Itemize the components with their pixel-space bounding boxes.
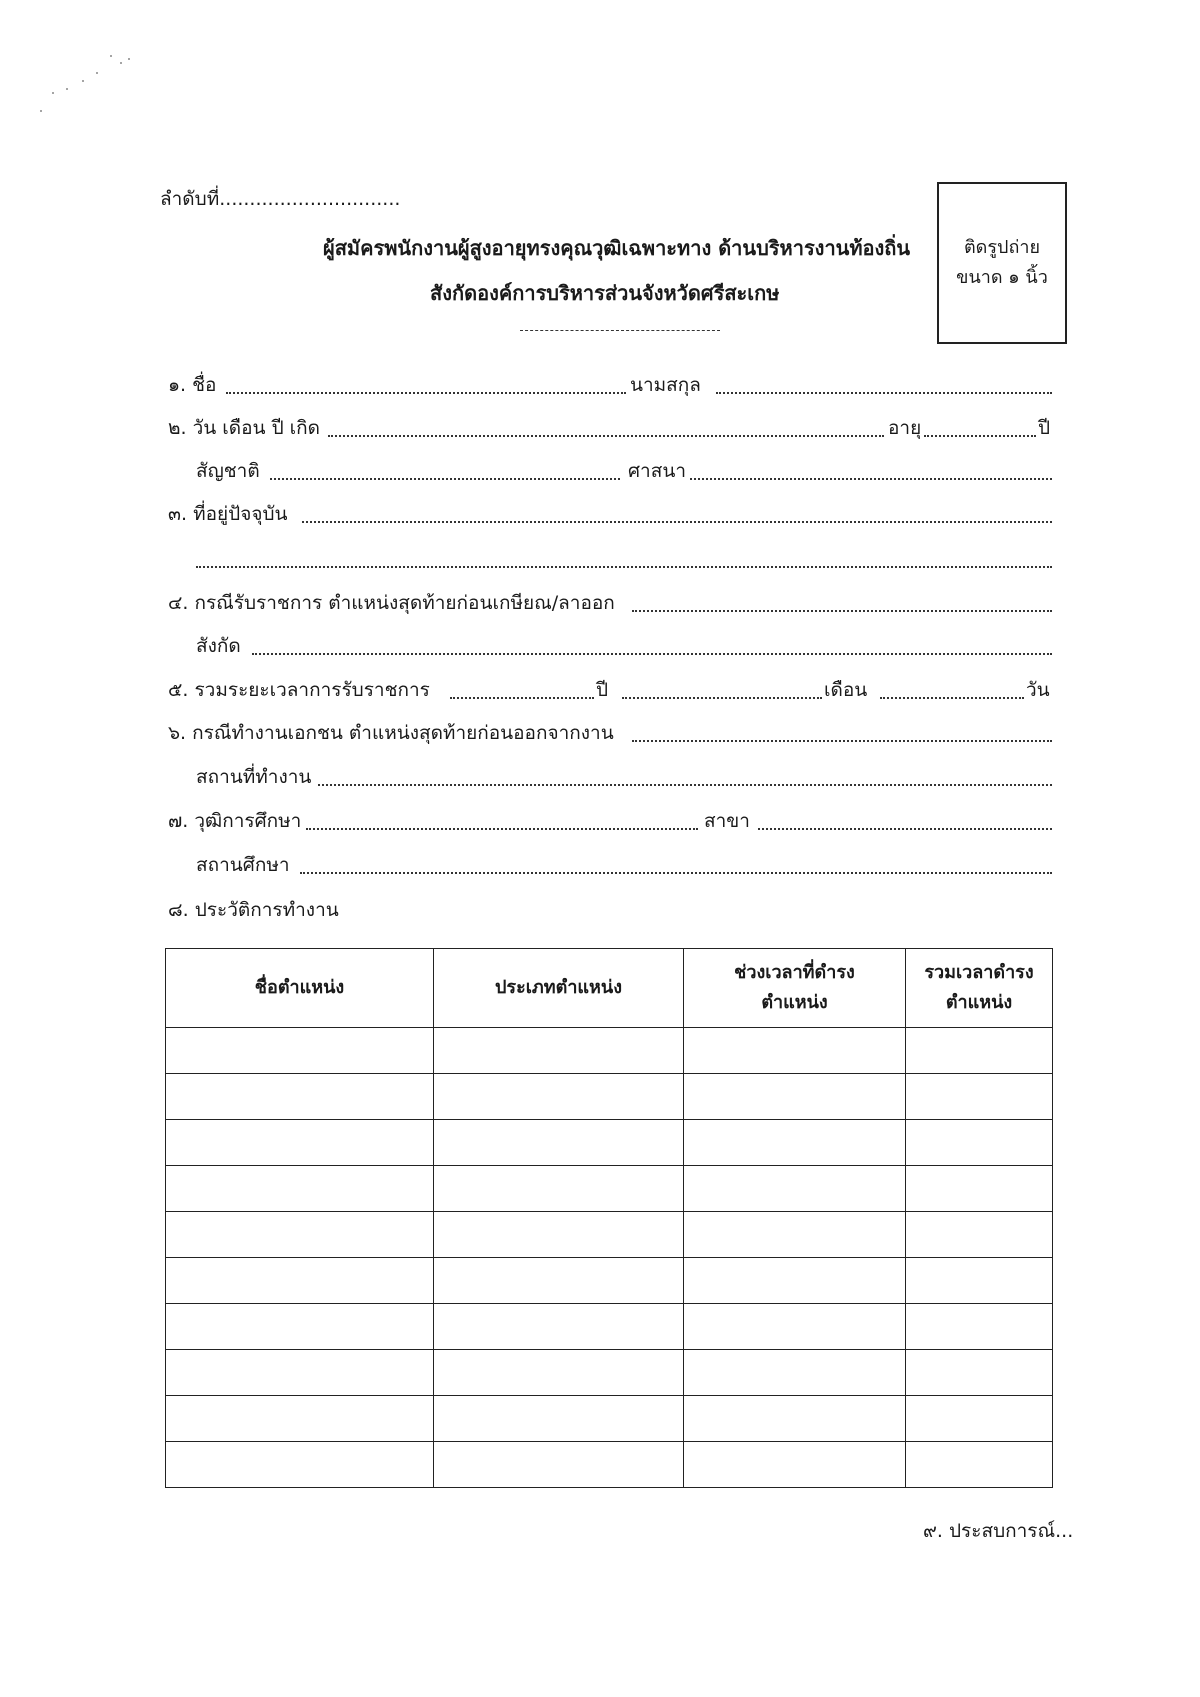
cell-position-name[interactable] bbox=[166, 1074, 434, 1120]
field-age-label: อายุ bbox=[888, 417, 922, 439]
cell-period[interactable] bbox=[684, 1028, 906, 1074]
col-period-header: ช่วงเวลาที่ดำรง ตำแหน่ง bbox=[684, 949, 906, 1028]
table-row bbox=[166, 1120, 1053, 1166]
field-service-years-input[interactable] bbox=[450, 697, 594, 699]
field-service-days-unit: วัน bbox=[1026, 679, 1050, 701]
cell-period[interactable] bbox=[684, 1258, 906, 1304]
table-row bbox=[166, 1166, 1053, 1212]
cell-period[interactable] bbox=[684, 1396, 906, 1442]
field-workplace-input[interactable] bbox=[318, 784, 1052, 786]
field-education-label: ๗. วุฒิการศึกษา bbox=[168, 810, 302, 832]
cell-position-type[interactable] bbox=[434, 1350, 684, 1396]
table-row bbox=[166, 1442, 1053, 1488]
cell-position-name[interactable] bbox=[166, 1442, 434, 1488]
table-row bbox=[166, 1304, 1053, 1350]
cell-period[interactable] bbox=[684, 1120, 906, 1166]
cell-total-time[interactable] bbox=[906, 1442, 1053, 1488]
table-row bbox=[166, 1028, 1053, 1074]
work-history-body bbox=[166, 1028, 1053, 1488]
field-private-position-label: ๖. กรณีทำงานเอกชน ตำแหน่งสุดท้ายก่อนออกจากงาน bbox=[168, 722, 614, 744]
cell-position-type[interactable] bbox=[434, 1028, 684, 1074]
table-row bbox=[166, 1212, 1053, 1258]
cell-position-name[interactable] bbox=[166, 1304, 434, 1350]
cell-position-type[interactable] bbox=[434, 1304, 684, 1350]
cell-total-time[interactable] bbox=[906, 1396, 1053, 1442]
field-gov-affiliation-label: สังกัด bbox=[196, 635, 241, 657]
form-title-line1: ผู้สมัครพนักงานผู้สูงอายุทรงคุณวุฒิเฉพาะทาง ด้านบริหารงานท้องถิ่น bbox=[323, 236, 911, 260]
cell-period[interactable] bbox=[684, 1074, 906, 1120]
field-service-months-input[interactable] bbox=[622, 697, 822, 699]
field-education-input[interactable] bbox=[306, 828, 698, 830]
field-age-unit: ปี bbox=[1038, 417, 1051, 439]
field-address-input-line2[interactable] bbox=[196, 566, 1052, 568]
cell-position-name[interactable] bbox=[166, 1166, 434, 1212]
photo-box-line2: ขนาด ๑ นิ้ว bbox=[956, 267, 1048, 288]
cell-position-type[interactable] bbox=[434, 1258, 684, 1304]
field-institution-input[interactable] bbox=[300, 872, 1052, 874]
cell-position-name[interactable] bbox=[166, 1120, 434, 1166]
table-row bbox=[166, 1396, 1053, 1442]
field-gov-affiliation-input[interactable] bbox=[252, 653, 1052, 655]
cell-position-name[interactable] bbox=[166, 1212, 434, 1258]
cell-period[interactable] bbox=[684, 1212, 906, 1258]
sequence-number-label: ลำดับที่.............................. bbox=[160, 188, 401, 210]
cell-position-name[interactable] bbox=[166, 1258, 434, 1304]
table-row bbox=[166, 1074, 1053, 1120]
photo-box-line1: ติดรูปถ่าย bbox=[963, 237, 1041, 258]
cell-position-name[interactable] bbox=[166, 1028, 434, 1074]
cell-total-time[interactable] bbox=[906, 1074, 1053, 1120]
field-gov-position-label: ๔. กรณีรับราชการ ตำแหน่งสุดท้ายก่อนเกษียณ/ลาออก bbox=[168, 592, 615, 614]
field-service-years-unit: ปี bbox=[596, 679, 609, 701]
field-service-months-unit: เดือน bbox=[824, 679, 868, 701]
cell-period[interactable] bbox=[684, 1166, 906, 1212]
field-address-input-line1[interactable] bbox=[302, 521, 1052, 523]
field-gov-position-input[interactable] bbox=[632, 610, 1052, 612]
cell-total-time[interactable] bbox=[906, 1028, 1053, 1074]
cell-position-type[interactable] bbox=[434, 1212, 684, 1258]
continue-next-page: ๙. ประสบการณ์... bbox=[923, 1520, 1074, 1542]
work-history-header-row bbox=[166, 949, 1053, 1028]
cell-position-type[interactable] bbox=[434, 1442, 684, 1488]
cell-position-type[interactable] bbox=[434, 1074, 684, 1120]
field-surname-input[interactable] bbox=[716, 392, 1052, 394]
work-history-table bbox=[165, 948, 1053, 1488]
field-workplace-label: สถานที่ทำงาน bbox=[196, 766, 312, 788]
photo-box bbox=[937, 182, 1067, 344]
field-name-input[interactable] bbox=[226, 392, 626, 394]
cell-position-type[interactable] bbox=[434, 1120, 684, 1166]
cell-total-time[interactable] bbox=[906, 1350, 1053, 1396]
cell-position-type[interactable] bbox=[434, 1396, 684, 1442]
title-divider bbox=[520, 330, 720, 331]
field-private-position-input[interactable] bbox=[632, 740, 1052, 742]
field-name-label: ๑. ชื่อ bbox=[168, 374, 217, 396]
field-major-label: สาขา bbox=[704, 810, 750, 832]
work-history-label: ๘. ประวัติการทำงาน bbox=[168, 899, 339, 921]
form-title-line2: สังกัดองค์การบริหารส่วนจังหวัดศรีสะเกษ bbox=[430, 281, 780, 305]
col-position-type-header: ประเภทตำแหน่ง bbox=[434, 949, 684, 1028]
cell-period[interactable] bbox=[684, 1350, 906, 1396]
field-nationality-input[interactable] bbox=[270, 478, 620, 480]
cell-total-time[interactable] bbox=[906, 1212, 1053, 1258]
field-birthdate-input[interactable] bbox=[328, 435, 884, 437]
cell-total-time[interactable] bbox=[906, 1120, 1053, 1166]
field-institution-label: สถานศึกษา bbox=[196, 854, 290, 876]
field-major-input[interactable] bbox=[758, 828, 1052, 830]
field-religion-input[interactable] bbox=[690, 478, 1052, 480]
col-total-time-header: รวมเวลาดำรง ตำแหน่ง bbox=[906, 949, 1053, 1028]
field-birthdate-label: ๒. วัน เดือน ปี เกิด bbox=[168, 417, 321, 439]
cell-period[interactable] bbox=[684, 1304, 906, 1350]
field-service-days-input[interactable] bbox=[880, 697, 1024, 699]
table-row bbox=[166, 1258, 1053, 1304]
field-surname-label: นามสกุล bbox=[630, 374, 701, 396]
table-row bbox=[166, 1350, 1053, 1396]
field-address-label: ๓. ที่อยู่ปัจจุบัน bbox=[168, 503, 288, 525]
cell-total-time[interactable] bbox=[906, 1258, 1053, 1304]
cell-period[interactable] bbox=[684, 1442, 906, 1488]
field-age-input[interactable] bbox=[924, 435, 1036, 437]
cell-total-time[interactable] bbox=[906, 1166, 1053, 1212]
col-position-name-header: ชื่อตำแหน่ง bbox=[166, 949, 434, 1028]
cell-total-time[interactable] bbox=[906, 1304, 1053, 1350]
field-religion-label: ศาสนา bbox=[628, 460, 686, 482]
cell-position-name[interactable] bbox=[166, 1396, 434, 1442]
cell-position-name[interactable] bbox=[166, 1350, 434, 1396]
field-service-total-label: ๕. รวมระยะเวลาการรับราชการ bbox=[168, 679, 430, 701]
cell-position-type[interactable] bbox=[434, 1166, 684, 1212]
field-nationality-label: สัญชาติ bbox=[196, 460, 260, 482]
